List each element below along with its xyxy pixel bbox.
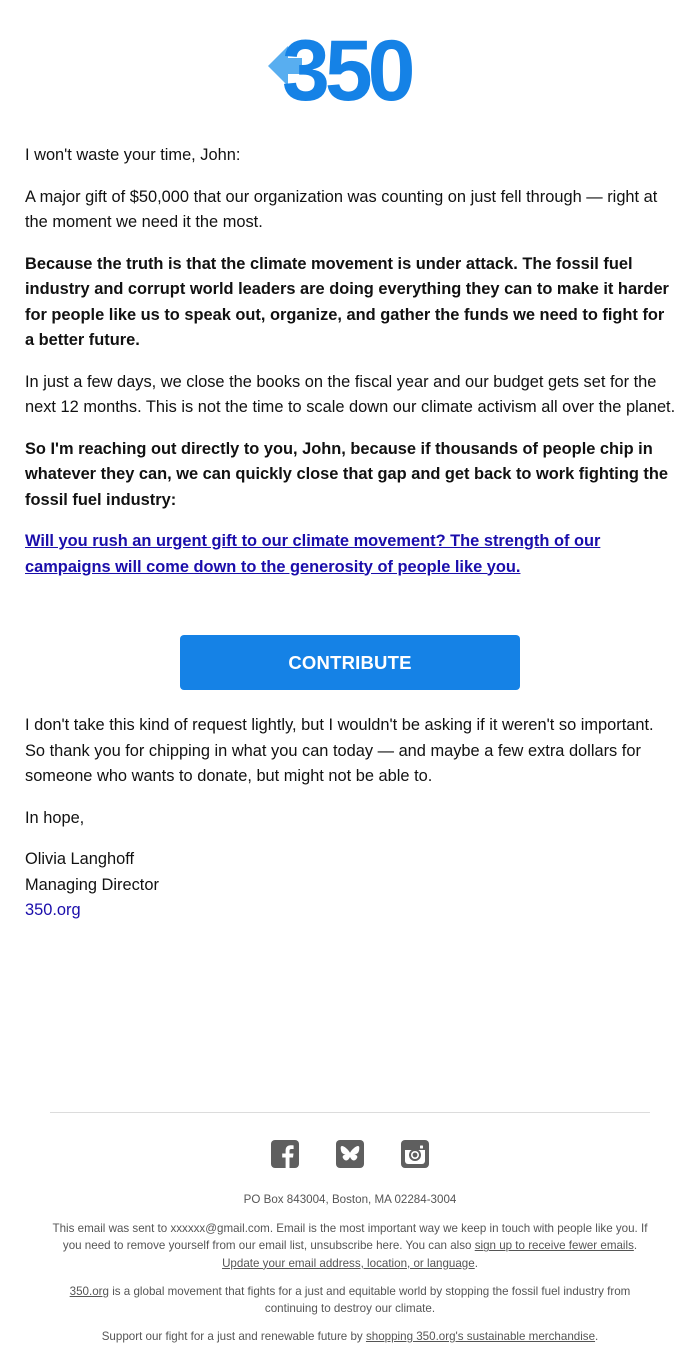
contribute-button[interactable]: CONTRIBUTE bbox=[180, 635, 520, 690]
footer-sep: . bbox=[633, 1239, 638, 1253]
paragraph-4: So I'm reaching out directly to you, John, because if thousands of people chip in whatever they can, we can quickly close that gap and get back to work fighting the fossil fuel industry: bbox=[25, 439, 669, 509]
org-link[interactable]: 350.org bbox=[69, 1285, 109, 1298]
paragraph-1: A major gift of $50,000 that our organization was counting on just fell through — right at the moment we need it the most. bbox=[25, 187, 658, 231]
paragraph-3: In just a few days, we close the books on the fiscal year and our budget gets set for the next 12 months. This is not the time to scale down our climate activism all over the planet. bbox=[25, 372, 676, 416]
footer-end: . bbox=[474, 1256, 478, 1270]
email-body-lower bbox=[25, 713, 677, 924]
footer-sent-text: This email was sent to xxxxxx@gmail.com. Email is the most important way we keep in touch with people like you. If you need to remove yourself from our email list, unsubscribe here. You can also bbox=[52, 1222, 648, 1253]
footer-about-text: is a global movement that fights for a just and equitable world by stopping the fossil fuel industry from continuing to destroy our climate. bbox=[108, 1285, 631, 1316]
instagram-icon[interactable] bbox=[401, 1140, 429, 1168]
paragraph-5: I don't take this kind of request lightly, but I wouldn't be asking if it weren't so important. So thank you for chipping in what you can today — and maybe a few extra dollars for someone who wants to donate, but might not be able to. bbox=[25, 716, 654, 785]
fewer-emails-link[interactable]: sign up to receive fewer emails bbox=[474, 1239, 634, 1253]
ask-paragraph bbox=[25, 529, 677, 580]
greeting: I won't waste your time, John: bbox=[25, 146, 241, 164]
logo-text: 350 bbox=[282, 30, 411, 104]
footer-sent-notice bbox=[50, 1220, 650, 1272]
signer-name: Olivia Langhoff bbox=[25, 850, 135, 868]
footer-support bbox=[50, 1328, 650, 1345]
footer-address: PO Box 843004, Boston, MA 02284-3004 bbox=[243, 1193, 457, 1206]
signer-link[interactable]: 350.org bbox=[25, 901, 81, 919]
social-links bbox=[0, 1140, 700, 1168]
footer-support-text: Support our fight for a just and renewable future by bbox=[101, 1330, 366, 1343]
logo-arrow-icon bbox=[268, 30, 434, 104]
update-email-link[interactable]: Update your email address, location, or language bbox=[222, 1256, 475, 1270]
facebook-icon[interactable] bbox=[271, 1140, 299, 1168]
signer-title: Managing Director bbox=[25, 875, 159, 894]
logo-350 bbox=[268, 30, 434, 104]
footer-support-end: . bbox=[595, 1330, 599, 1343]
signoff: In hope, bbox=[25, 808, 85, 827]
footer-divider bbox=[50, 1112, 650, 1113]
email-body bbox=[25, 143, 677, 596]
footer-about bbox=[50, 1283, 650, 1318]
bluesky-icon[interactable] bbox=[336, 1140, 364, 1168]
ask-link[interactable]: Will you rush an urgent gift to our climate movement? The strength of our campaigns will come down to the generosity of people like you. bbox=[25, 532, 601, 576]
shop-link[interactable]: shopping 350.org's sustainable merchandise bbox=[365, 1330, 596, 1343]
paragraph-2: Because the truth is that the climate movement is under attack. The fossil fuel industry and corrupt world leaders are doing everything they can to make it harder for people like us to speak out, organize, and gather the funds we need to fight for a better future. bbox=[25, 254, 669, 349]
